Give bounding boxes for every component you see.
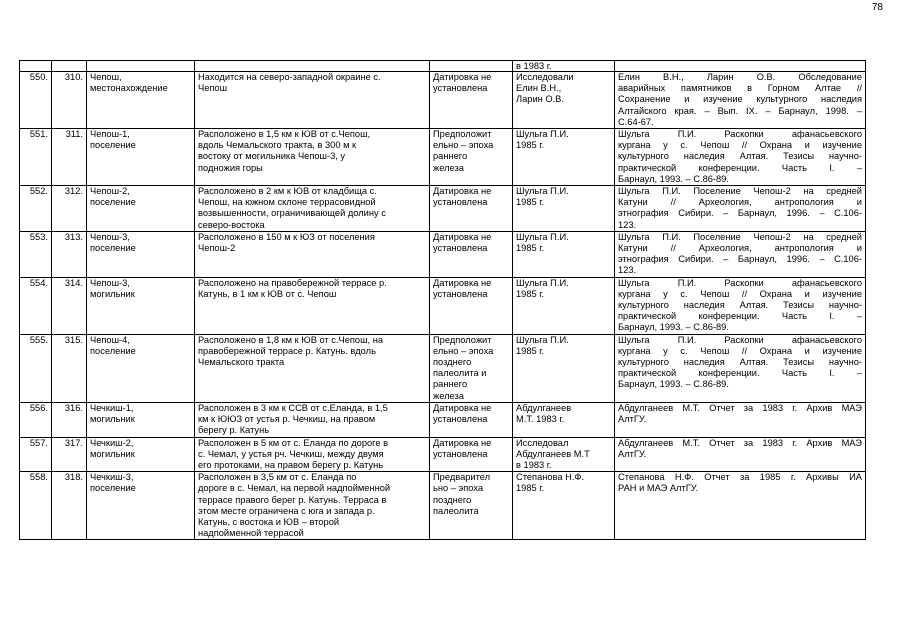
table-row <box>20 277 866 334</box>
researchers-cell <box>513 437 615 472</box>
location-cell <box>195 129 430 186</box>
dating-line: палеолита и <box>433 368 487 379</box>
site-name-cell <box>87 186 195 232</box>
location-line: Расположено на правобережной террасе р. <box>198 277 387 288</box>
dating-line: Датировка не <box>433 231 492 242</box>
literature-line: АлтГУ. <box>618 448 647 459</box>
table-row <box>20 129 866 186</box>
location-line: этом месте ограничена с юга и запада р. <box>198 505 375 516</box>
location-line: км к ЮЮЗ от устья р. Чечкиш, на правом <box>198 414 376 425</box>
record-number-cell: 550. <box>20 72 52 129</box>
location-line: надпойменной террасой <box>198 528 304 539</box>
location-line: Расположен в 5 км от с. Еланда по дороге в <box>198 437 389 448</box>
literature-line: 123. <box>618 265 637 276</box>
researchers-line: Ларин О.В. <box>516 94 564 105</box>
dating-line: ьно – эпоха <box>433 483 484 494</box>
site-name-line: Чепош-3, <box>90 231 130 242</box>
dating-cell <box>430 472 513 540</box>
record-number-cell: 556. <box>20 402 52 437</box>
literature-line: Шульга П.И. Раскопки афанасьевского <box>618 277 862 288</box>
dating-cell <box>430 334 513 402</box>
dating-line: Датировка не <box>433 72 492 82</box>
site-name-cell <box>87 334 195 402</box>
literature-line: Сохранение и изучение культурного наследия <box>618 94 862 105</box>
location-line: Находится на северо-западной окраине с. <box>198 72 381 82</box>
site-name-line: Чепош-3, <box>90 277 130 288</box>
literature-cell <box>615 402 866 437</box>
site-name-line: поселение <box>90 140 136 151</box>
researchers-cell <box>513 231 615 277</box>
site-name-cell <box>87 437 195 472</box>
site-name-cell <box>87 129 195 186</box>
dating-cell <box>430 437 513 472</box>
location-line: Расположено в 1,5 км к ЮВ от с.Чепош, <box>198 129 371 140</box>
location-line: Расположен в 3 км к ССВ от с.Еланда, в 1,5 <box>198 402 388 413</box>
literature-line: культурного наследия Алтая. Тезисы научно- <box>618 357 862 368</box>
dating-line: Предположит <box>433 334 492 345</box>
dating-line: железа <box>433 162 464 173</box>
site-name-line: могильник <box>90 288 135 299</box>
literature-line: этнография Сибири. – Барнаул, 1996. – С.106- <box>618 208 862 219</box>
researchers-line: 1985 г. <box>516 243 545 254</box>
literature-line: Абдулганеев М.Т. Отчет за 1983 г. Архив МАЭ <box>618 437 862 448</box>
record-number-cell: 557. <box>20 437 52 472</box>
location-line: Чепош, на южном склоне террасовидной <box>198 197 376 208</box>
table-row <box>20 186 866 232</box>
researchers-cell <box>513 277 615 334</box>
researchers-line: 1985 г. <box>516 288 545 299</box>
site-number-cell: 315. <box>52 334 87 402</box>
researchers-cell <box>513 186 615 232</box>
site-name-line: поселение <box>90 243 136 254</box>
literature-line: Шульга П.И. Раскопки афанасьевского <box>618 129 862 140</box>
location-line: востоку от могильника Чепош-3, у <box>198 151 346 162</box>
site-name-line: могильник <box>90 414 135 425</box>
site-name-line: Чепош-2, <box>90 186 130 197</box>
table-row <box>20 231 866 277</box>
literature-cell <box>615 72 866 129</box>
dating-line: Датировка не <box>433 277 492 288</box>
researchers-line: Шульга П.И. <box>516 129 569 140</box>
literature-line: Абдулганеев М.Т. Отчет за 1983 г. Архив МАЭ <box>618 402 862 413</box>
dating-cell <box>430 72 513 129</box>
literature-line: РАН и МАЭ АлтГУ. <box>618 483 699 494</box>
record-number-cell: 558. <box>20 472 52 540</box>
literature-cell <box>615 277 866 334</box>
researchers-cell <box>513 72 615 129</box>
literature-line: Степанова Н.Ф. Отчет за 1985 г. Архивы ИА <box>618 472 862 483</box>
record-number-cell: 555. <box>20 334 52 402</box>
dating-line: Датировка не <box>433 437 492 448</box>
dating-cell <box>430 402 513 437</box>
page-number: 78 <box>871 2 883 13</box>
record-number-cell: 554. <box>20 277 52 334</box>
literature-line: Алтайского края. – Вып. IX. – Барнаул, 1998. – <box>618 105 862 116</box>
literature-line: Барнаул, 1993. – С.86-89. <box>618 322 729 333</box>
dating-line: железа <box>433 390 464 401</box>
location-line: дороге в с. Чемал, на первой надпойменной <box>198 483 391 494</box>
table-row <box>20 334 866 402</box>
location-line: Расположено в 2 км к ЮВ от кладбища с. <box>198 186 377 197</box>
literature-line: Барнаул, 1993. – С.86-89. <box>618 379 729 390</box>
literature-line: Шульга П.И. Поселение Чепош-2 на средней <box>618 231 862 242</box>
site-number-cell: 317. <box>52 437 87 472</box>
location-line: Расположено в 1,8 км к ЮВ от с.Чепош, на <box>198 334 384 345</box>
literature-cell <box>615 129 866 186</box>
dating-line: Предположит <box>433 129 492 140</box>
location-line: Чепош <box>198 83 228 94</box>
dating-cell <box>430 186 513 232</box>
location-cell <box>195 402 430 437</box>
dating-cell <box>430 129 513 186</box>
site-name-line: Чечкиш-1, <box>90 402 134 413</box>
literature-line: кургана у с. Чепош // Охрана и изучение <box>618 288 862 299</box>
dating-line: позднего <box>433 357 472 368</box>
location-cell <box>195 186 430 232</box>
location-line: Чепош-2 <box>198 243 236 254</box>
literature-cell <box>615 437 866 472</box>
table-row-continuation <box>20 61 866 72</box>
record-number-cell: 552. <box>20 186 52 232</box>
location-line: правобережной террасе р. Катунь. вдоль <box>198 345 376 356</box>
researchers-line: Исследовал <box>516 437 569 448</box>
location-cell <box>195 231 430 277</box>
literature-line: культурного наследия Алтая. Тезисы научно- <box>618 300 862 311</box>
table-row <box>20 472 866 540</box>
researchers-line: 1985 г. <box>516 140 545 151</box>
site-number-cell: 312. <box>52 186 87 232</box>
location-line: с. Чемал, у устья рч. Чечкиш, между двумя <box>198 448 384 459</box>
literature-cell <box>615 334 866 402</box>
researchers-line: Шульга П.И. <box>516 186 569 197</box>
dating-cell <box>430 277 513 334</box>
dating-line: Датировка не <box>433 186 492 197</box>
dating-line: установлена <box>433 288 488 299</box>
literature-line: практической конференции. Часть I. – <box>618 311 862 322</box>
literature-cell <box>615 231 866 277</box>
researchers-line: Шульга П.И. <box>516 231 569 242</box>
dating-line: раннего <box>433 379 468 390</box>
site-name-line: Чепош, <box>90 72 122 82</box>
location-line: возвышенности, ограничивающей долину с <box>198 208 386 219</box>
site-number-cell: 311. <box>52 129 87 186</box>
table-row <box>20 437 866 472</box>
table-row <box>20 72 866 129</box>
location-line: Катунь, в 1 км к ЮВ от с. Чепош <box>198 288 337 299</box>
literature-line: Шульга П.И. Поселение Чепош-2 на средней <box>618 186 862 197</box>
literature-line: АлтГУ. <box>618 414 647 425</box>
literature-line: Катуни // Археология, антропология и <box>618 197 862 208</box>
researchers-line: 1985 г. <box>516 483 545 494</box>
researchers-line: М.Т. 1983 г. <box>516 414 565 425</box>
literature-line: практической конференции. Часть I. – <box>618 162 862 173</box>
site-name-cell <box>87 402 195 437</box>
literature-line: Елин В.Н., Ларин О.В. Обследование <box>618 72 862 82</box>
location-cell <box>195 472 430 540</box>
literature-line: кургана у с. Чепош // Охрана и изучение <box>618 140 862 151</box>
dating-line: Датировка не <box>433 402 492 413</box>
literature-line: практической конференции. Часть I. – <box>618 368 862 379</box>
table-row <box>20 402 866 437</box>
record-number-cell: 553. <box>20 231 52 277</box>
dating-line: позднего <box>433 494 472 505</box>
site-name-line: могильник <box>90 448 135 459</box>
site-name-line: поселение <box>90 483 136 494</box>
researchers-line: Шульга П.И. <box>516 277 569 288</box>
location-cell <box>195 437 430 472</box>
dating-line: ельно – эпоха <box>433 140 494 151</box>
site-name-line: Чепош-1, <box>90 129 130 140</box>
site-name-cell <box>87 472 195 540</box>
literature-line: аварийных памятников в Горном Алтае // <box>618 83 862 94</box>
researchers-cell <box>513 472 615 540</box>
researchers-cell <box>513 402 615 437</box>
literature-line: 123. <box>618 219 637 230</box>
dating-line: установлена <box>433 414 488 425</box>
location-line: Катунь, с востока и ЮВ – второй <box>198 516 340 527</box>
literature-cell <box>615 472 866 540</box>
researchers-line: Абдулганеев М.Т <box>516 448 590 459</box>
researchers-line: Елин В.Н., <box>516 83 562 94</box>
location-line: Расположено в 150 м к ЮЗ от поселения <box>198 231 375 242</box>
site-number-cell: 316. <box>52 402 87 437</box>
location-line: Чемальского тракта <box>198 357 285 368</box>
literature-line: Шульга П.И. Раскопки афанасьевского <box>618 334 862 345</box>
site-name-line: местонахождение <box>90 83 168 94</box>
dating-line: установлена <box>433 197 488 208</box>
researchers-cell <box>513 129 615 186</box>
location-cell <box>195 72 430 129</box>
location-line: террасе правого берег р. Катунь. Терраса в <box>198 494 387 505</box>
location-cell <box>195 334 430 402</box>
literature-line: культурного наследия Алтая. Тезисы научно- <box>618 151 862 162</box>
dating-line: установлена <box>433 243 488 254</box>
record-number-cell: 551. <box>20 129 52 186</box>
literature-cell <box>615 186 866 232</box>
site-name-cell <box>87 231 195 277</box>
researchers-line: в 1983 г. <box>516 459 552 470</box>
researchers-line: Исследовали <box>516 72 574 82</box>
location-line: берегу р. Катунь <box>198 425 270 436</box>
dating-cell <box>430 231 513 277</box>
site-name-cell <box>87 277 195 334</box>
monuments-table <box>19 60 866 540</box>
dating-line: палеолита <box>433 505 479 516</box>
location-cell <box>195 277 430 334</box>
site-name-line: поселение <box>90 197 136 208</box>
researchers-line: 1985 г. <box>516 345 545 356</box>
dating-line: установлена <box>433 448 488 459</box>
site-number-cell: 310. <box>52 72 87 129</box>
site-name-line: поселение <box>90 345 136 356</box>
literature-line: Барнаул, 1993. – С.86-89. <box>618 173 729 184</box>
site-name-line: Чепош-4, <box>90 334 130 345</box>
dating-line: раннего <box>433 151 468 162</box>
site-number-cell: 313. <box>52 231 87 277</box>
site-name-line: Чечкиш-3, <box>90 472 134 483</box>
location-line: вдоль Чемальского тракта, в 300 м к <box>198 140 357 151</box>
location-line: северо-востока <box>198 219 265 230</box>
site-name-cell <box>87 72 195 129</box>
site-number-cell: 314. <box>52 277 87 334</box>
site-number-cell: 318. <box>52 472 87 540</box>
researchers-line: Абдулганеев <box>516 402 572 413</box>
researchers-cell: в 1983 г. <box>513 61 615 72</box>
dating-line: Предварител <box>433 472 491 483</box>
literature-line: С.64-67. <box>618 116 654 127</box>
dating-line: ельно – эпоха <box>433 345 494 356</box>
location-line: Расположен в 3,5 км от с. Еланда по <box>198 472 357 483</box>
site-name-line: Чечкиш-2, <box>90 437 134 448</box>
location-line: подножия горы <box>198 162 263 173</box>
researchers-cell <box>513 334 615 402</box>
literature-line: Катуни // Археология, антропология и <box>618 243 862 254</box>
literature-line: кургана у с. Чепош // Охрана и изучение <box>618 345 862 356</box>
researchers-line: Шульга П.И. <box>516 334 569 345</box>
location-line: его протоками, на правом берегу р. Катунь <box>198 459 384 470</box>
literature-line: этнография Сибири. – Барнаул, 1996. – С.106- <box>618 254 862 265</box>
dating-line: установлена <box>433 83 488 94</box>
researchers-line: 1985 г. <box>516 197 545 208</box>
researchers-line: Степанова Н.Ф. <box>516 472 585 483</box>
